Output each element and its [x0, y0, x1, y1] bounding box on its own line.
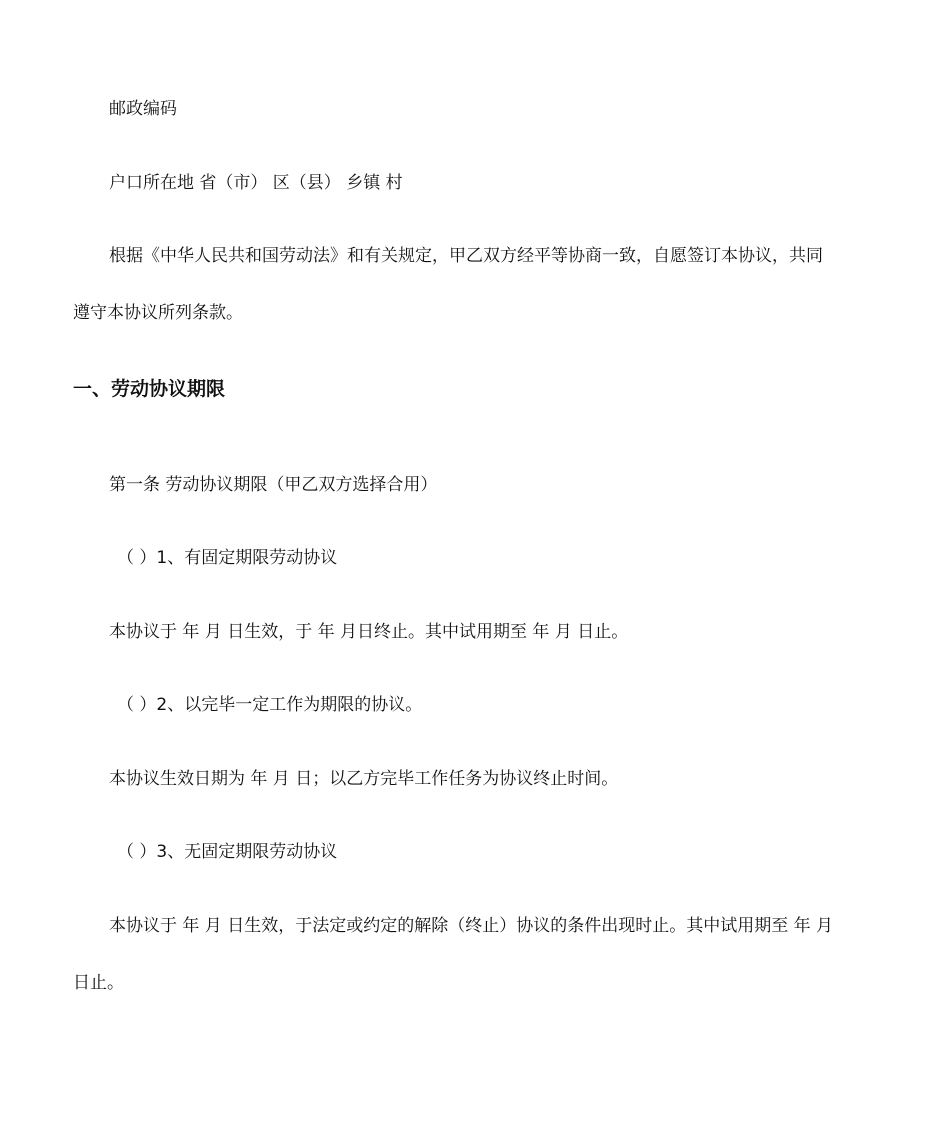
postal-code-line: 邮政编码 — [109, 99, 177, 119]
option-3-label: （ ）3、无固定期限劳动协议 — [117, 842, 338, 862]
option-2-label: （ ）2、以完毕一定工作为期限的协议。 — [117, 695, 423, 715]
option-1-label: （ ）1、有固定期限劳动协议 — [117, 548, 338, 568]
intro-paragraph-line-1: 根据《中华人民共和国劳动法》和有关规定，甲乙双方经平等协商一致，自愿签订本协议，共同 — [109, 246, 823, 266]
option-3-text-line-2: 日止。 — [73, 973, 124, 993]
option-2-text: 本协议生效日期为 年 月 日；以乙方完毕工作任务为协议终止时间。 — [109, 769, 619, 789]
section-heading: 一、劳动协议期限 — [73, 378, 226, 400]
intro-paragraph-line-2: 遵守本协议所列条款。 — [73, 303, 243, 323]
article-title: 第一条 劳动协议期限（甲乙双方选择合用） — [109, 475, 438, 495]
household-registration-line: 户口所在地 省（市） 区（县） 乡镇 村 — [109, 173, 403, 193]
option-3-text-line-1: 本协议于 年 月 日生效，于法定或约定的解除（终止）协议的条件出现时止。其中试用期至 年 月 — [109, 916, 834, 936]
option-1-text: 本协议于 年 月 日生效，于 年 月日终止。其中试用期至 年 月 日止。 — [109, 622, 629, 642]
